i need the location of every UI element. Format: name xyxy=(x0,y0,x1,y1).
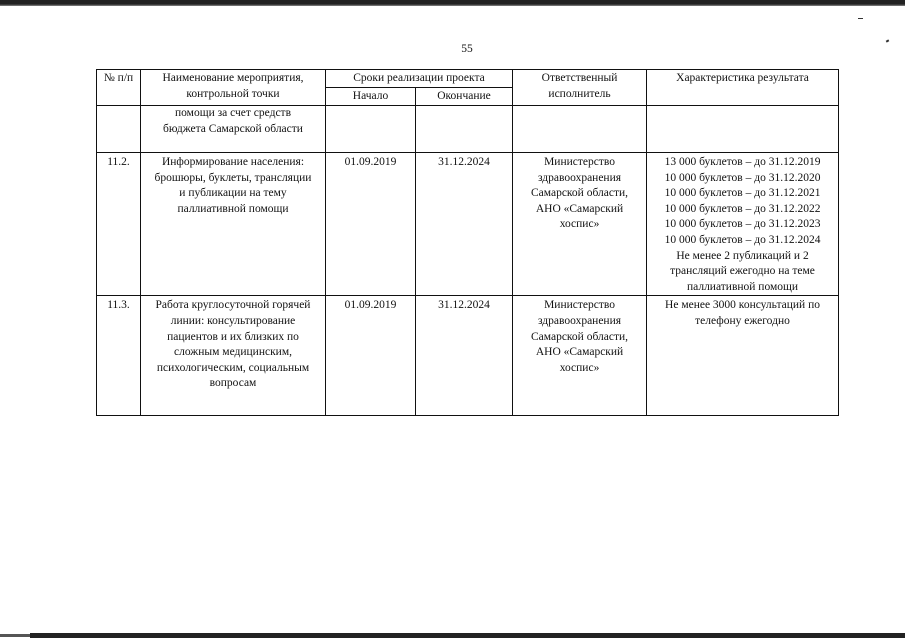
cell-name: Работа круглосуточной горячей линии: консультирование пациентов и их близких по сложным медицинским, психологическим, социальным вопросам xyxy=(141,296,326,416)
cell-num: 11.2. xyxy=(97,153,141,296)
cell-end xyxy=(416,106,513,153)
cell-name: помощи за счет средств бюджета Самарской области xyxy=(141,106,326,153)
header-end: Окончание xyxy=(416,88,513,106)
cell-num xyxy=(97,106,141,153)
page-number: 55 xyxy=(461,43,473,55)
cell-name: Информирование населения: брошюры, буклеты, трансляции и публикации на тему паллиативной помощи xyxy=(141,153,326,296)
scan-bottom-edge xyxy=(30,633,905,638)
header-num: № п/п xyxy=(97,70,141,106)
table-row xyxy=(97,153,839,296)
cell-start xyxy=(326,106,416,153)
activities-table xyxy=(96,69,839,416)
cell-start: 01.09.2019 xyxy=(326,296,416,416)
scan-bottom-edge xyxy=(0,634,30,637)
scan-top-edge xyxy=(0,0,905,6)
cell-num: 11.3. xyxy=(97,296,141,416)
scan-speck xyxy=(858,18,863,19)
table-row xyxy=(97,106,839,153)
cell-executor: Министерство здравоохранения Самарской области, АНО «Самарский хоспис» xyxy=(513,296,647,416)
cell-executor: Министерство здравоохранения Самарской области, АНО «Самарский хоспис» xyxy=(513,153,647,296)
cell-result: 13 000 буклетов – до 31.12.2019 10 000 буклетов – до 31.12.2020 10 000 буклетов – до 31.12.2021 10 000 буклетов – до 31.12.2022 10 000 буклетов – до 31.12.2023 10 000 буклетов – до 31.12.2024 Не менее 2 публикаций и 2 трансляций ежегодно на теме паллиативной помощи xyxy=(647,153,839,296)
cell-executor xyxy=(513,106,647,153)
cell-end: 31.12.2024 xyxy=(416,296,513,416)
cell-result: Не менее 3000 консультаций по телефону ежегодно xyxy=(647,296,839,416)
cell-result xyxy=(647,106,839,153)
header-executor: Ответственный исполнитель xyxy=(513,70,647,106)
header-period: Сроки реализации проекта xyxy=(326,70,513,88)
header-start: Начало xyxy=(326,88,416,106)
table-row xyxy=(97,296,839,416)
cell-start: 01.09.2019 xyxy=(326,153,416,296)
scan-speck xyxy=(886,39,890,42)
header-name: Наименование мероприятия, контрольной точки xyxy=(141,70,326,106)
header-result: Характеристика результата xyxy=(647,70,839,106)
cell-end: 31.12.2024 xyxy=(416,153,513,296)
